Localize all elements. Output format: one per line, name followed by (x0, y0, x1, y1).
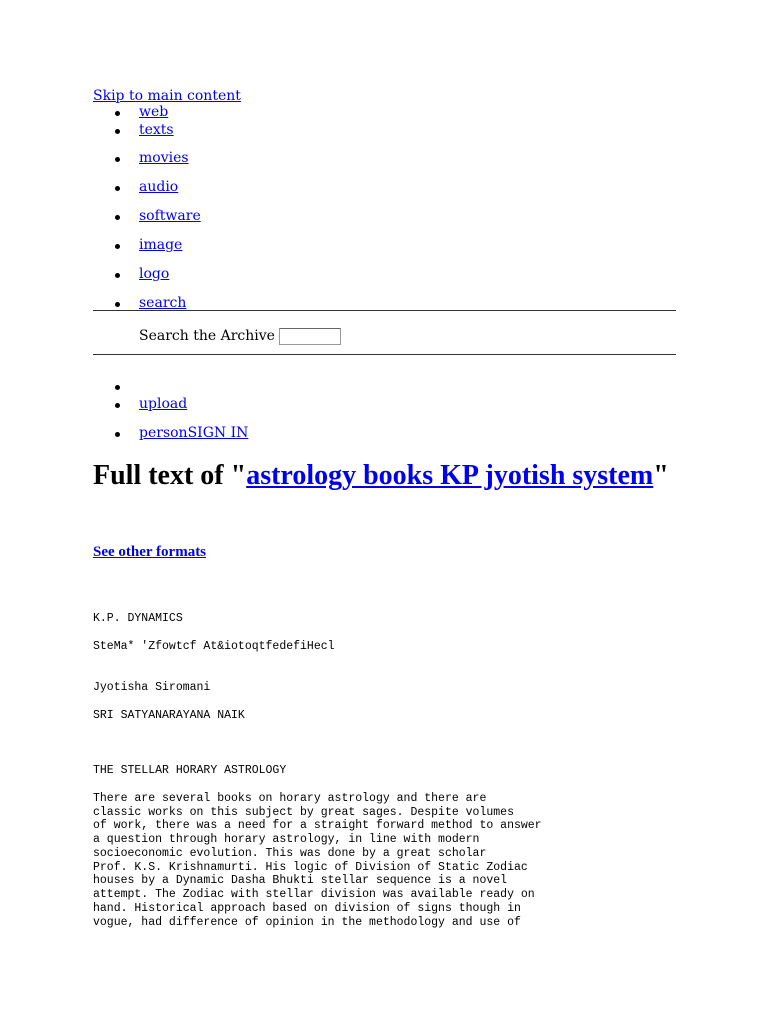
sign-in-link[interactable]: personSIGN IN (139, 425, 249, 441)
text-line: Jyotisha Siromani (93, 681, 211, 694)
paragraph-line: There are several books on horary astrology and there are (93, 792, 487, 805)
bullet-icon (115, 385, 120, 390)
bullet-icon (115, 215, 120, 220)
title-item-link[interactable]: astrology books KP jyotish system (246, 460, 654, 491)
text-line: SteMa* 'Zfowtcf At&iotoqtfedefiHecl (93, 640, 335, 653)
nav-link-image[interactable]: image (139, 237, 183, 253)
bullet-icon (115, 302, 120, 307)
nav-link-texts[interactable]: texts (139, 122, 174, 138)
bullet-icon (115, 403, 120, 408)
text-line: THE STELLAR HORARY ASTROLOGY (93, 764, 287, 777)
paragraph-line: houses by a Dynamic Dasha Bhukti stellar sequence is a novel (93, 874, 508, 887)
bullet-icon (115, 244, 120, 249)
bullet-icon (115, 157, 120, 162)
paragraph-line: hand. Historical approach based on division of signs though in (93, 902, 521, 915)
paragraph-line: attempt. The Zodiac with stellar division was available ready on (93, 888, 535, 901)
search-label: Search the Archive (139, 328, 275, 344)
bullet-icon (115, 273, 120, 278)
bullet-icon (115, 129, 120, 134)
bullet-icon (115, 432, 120, 437)
skip-to-main-link[interactable]: Skip to main content (93, 88, 241, 104)
title-prefix: Full text of " (93, 460, 247, 491)
paragraph-line: vogue, had difference of opinion in the methodology and use of (93, 916, 521, 929)
nav-link-upload[interactable]: upload (139, 396, 188, 412)
paragraph-line: Prof. K.S. Krishnamurti. His logic of Division of Static Zodiac (93, 861, 528, 874)
nav-link-audio[interactable]: audio (139, 179, 179, 195)
paragraph-line: socioeconomic evolution. This was done by a great scholar (93, 847, 487, 860)
bullet-icon (115, 186, 120, 191)
divider (93, 354, 676, 355)
paragraph-line: classic works on this subject by great sages. Despite volumes (93, 806, 514, 819)
see-other-formats-link[interactable]: See other formats (93, 544, 207, 560)
text-line: SRI SATYANARAYANA NAIK (93, 709, 245, 722)
nav-link-software[interactable]: software (139, 208, 201, 224)
nav-link-search[interactable]: search (139, 295, 187, 311)
search-form (139, 328, 341, 345)
divider (93, 310, 676, 311)
search-input[interactable] (279, 328, 341, 345)
text-line: K.P. DYNAMICS (93, 612, 183, 625)
nav-link-logo[interactable]: logo (139, 266, 170, 282)
page-title (93, 459, 676, 493)
nav-link-web[interactable]: web (139, 104, 169, 120)
nav-link-movies[interactable]: movies (139, 150, 189, 166)
bullet-icon (115, 111, 120, 116)
paragraph-line: a question through horary astrology, in line with modern (93, 833, 480, 846)
paragraph-line: of work, there was a need for a straight forward method to answer (93, 819, 542, 832)
title-suffix: " (653, 460, 669, 491)
